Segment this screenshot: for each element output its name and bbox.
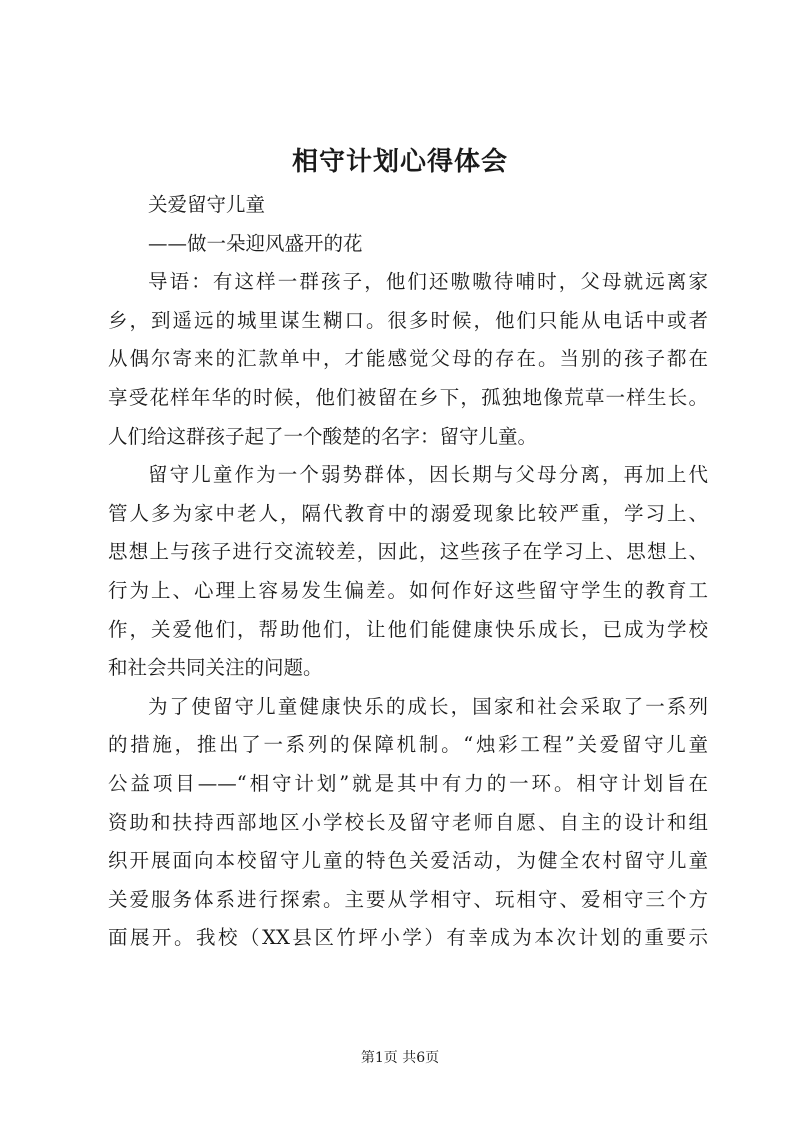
paragraph-line: 作，关爱他们，帮助他们，让他们能健康快乐成长，已成为学校 [108, 617, 708, 641]
paragraph-intro [108, 263, 708, 456]
paragraph-line: 人们给这群孩子起了一个酸楚的名字：留守儿童。 [108, 424, 538, 448]
paragraph-line: 的措施，推出了一系列的保障机制。“烛彩工程”关爱留守儿童 [108, 733, 708, 757]
paragraph-line: 公益项目——“相守计划”就是其中有力的一环。相守计划旨在 [108, 771, 708, 795]
document-title: 相守计划心得体会 [291, 147, 508, 177]
page-footer: 第1页 共6页 [360, 1050, 440, 1066]
paragraph-program [108, 688, 708, 958]
paragraph-line: 乡，到遥远的城里谋生糊口。很多时候，他们只能从电话中或者 [108, 308, 708, 332]
paragraph-line: 思想上与孩子进行交流较差，因此，这些孩子在学习上、思想上、 [108, 540, 708, 564]
paragraph-line: 从偶尔寄来的汇款单中，才能感觉父母的存在。当别的孩子都在 [108, 347, 708, 371]
paragraph-line: 资助和扶持西部地区小学校长及留守老师自愿、自主的设计和组 [108, 810, 708, 834]
document-body [108, 186, 708, 958]
paragraph-line: 管人多为家中老人，隔代教育中的溺爱现象比较严重，学习上、 [108, 501, 708, 525]
paragraph-line: 织开展面向本校留守儿童的特色关爱活动，为健全农村留守儿童 [108, 849, 708, 873]
paragraph-line: 面展开。我校（XX县区竹坪小学）有幸成为本次计划的重要示 [108, 926, 708, 950]
paragraph-line: 行为上、心理上容易发生偏差。如何作好这些留守学生的教育工 [108, 578, 708, 602]
paragraph-line: 留守儿童作为一个弱势群体，因长期与父母分离，再加上代 [148, 463, 708, 487]
subtitle-line: ——做一朵迎风盛开的花 [148, 231, 363, 255]
paragraph-line: 为了使留守儿童健康快乐的成长，国家和社会采取了一系列 [148, 694, 708, 718]
subtitle-line: 关爱留守儿童 [148, 193, 266, 216]
paragraph-problem [108, 456, 708, 688]
paragraph-line: 享受花样年华的时候，他们被留在乡下，孤独地像荒草一样生长。 [108, 385, 708, 409]
paragraph-line: 和社会共同关注的问题。 [108, 656, 323, 680]
paragraph-line: 导语：有这样一群孩子，他们还嗷嗷待哺时，父母就远离家 [148, 270, 708, 294]
paragraph-line: 关爱服务体系进行探索。主要从学相守、玩相守、爱相守三个方 [108, 887, 708, 911]
